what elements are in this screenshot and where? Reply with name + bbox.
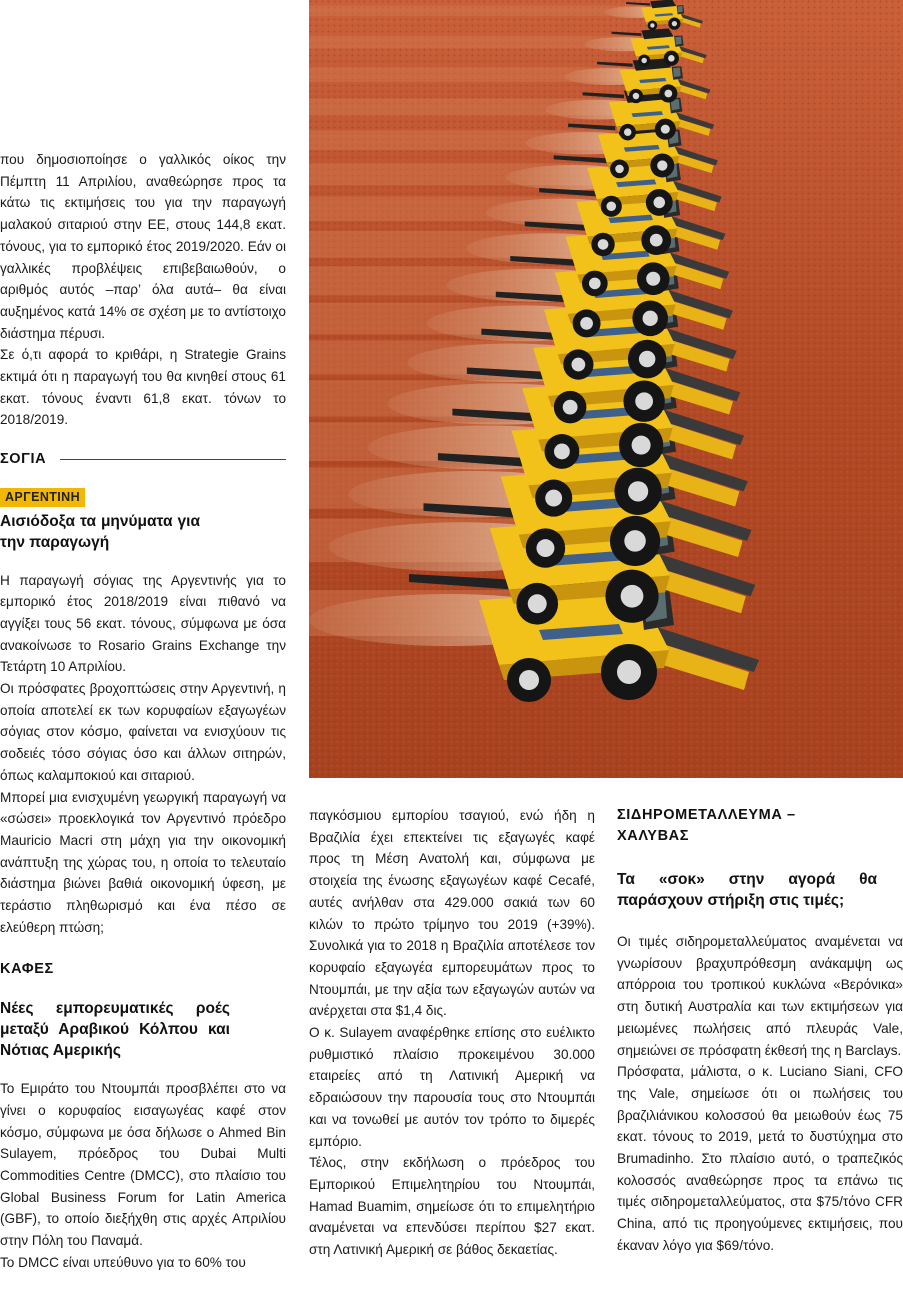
iron-ore-body — [617, 931, 903, 1257]
argentina-tag: ΑΡΓΕΝΤΙΝΗ — [0, 488, 85, 507]
argentina-paragraph-3: Μπορεί μια ενισχυμένη γεωργική παραγωγή να «σώσει» προεκλογικά τον Αργεντινό πρόεδρο Mauricio Macri στη μάχη για την οικονομική ανάπτυξη της χώρας του, η οποία το τελευταίο διάστημα βιώνει βαθιά οικονομική ύφεση, με τεράστιο πληθωρισμό και ένα πέσο σε ελεύθερη πτώση; — [0, 789, 286, 935]
soy-section-heading — [0, 449, 286, 471]
iron-ore-paragraph-1: Οι τιμές σιδηρομεταλλεύματος αναμένεται να γνωρίσουν βραχυπρόθεσμη ανάκαμψη ως απόρροια του τροπικού κυκλώνα «Βερόνικα» στη δυτική Αυστραλία και των εκτιμήσεων για μειωμένες πωλήσεις από πλευράς Vale, σημειώνει σε πρόσφατη έκθεσή της η Barclays. — [617, 934, 903, 1058]
harvesters-illustration — [309, 0, 903, 778]
harvesters-photo — [309, 0, 903, 778]
intro-paragraph-1: που δημοσιοποίησε ο γαλλικός οίκος την Πέμπτη 11 Απριλίου, αναθεώρησε προς τα κάτω τις εκτιμήσεις του για την παραγωγή μαλακού σιταριού στην ΕΕ, στους 144,8 εκατ. τόνους, για το εμπορικό έτος 2019/2020. Εάν οι γαλλικές προβλέψεις επιβεβαιωθούν, ο αριθμός αυτός –παρ’ όλα αυτά– θα είναι αυξημένος κατά 14% σε σχέση με το αντίστοιχο διάστημα πέρυσι. — [0, 152, 286, 341]
intro-paragraph-2: Σε ό,τι αφορά το κριθάρι, η Strategie Grains εκτιμά ότι η παραγωγή του θα κινηθεί στους 61 εκατ. τόνους έναντι 61,8 εκατ. τόνων το 2018/2019. — [0, 347, 286, 428]
coffee-paragraph-1: Το Εμιράτο του Ντουμπάι προσβλέπει στο να γίνει ο κορυφαίος εισαγωγέας καφέ στον κόσμο, σύμφωνα με όσα δήλωσε ο Ahmed Bin Sulayem, πρόεδρος του Dubai Multi Commodities Centre (DMCC), στο πλαίσιο του Global Business Forum for Latin America (GBF), το οποίο διεξήχθη στις αρχές Απριλίου στην Πόλη του Παναμά. — [0, 1081, 286, 1249]
coffee-subhead: Νέες εμπορευματικές ροές μεταξύ Αραβικού Κόλπου και Νότιας Αμερικής — [0, 1000, 230, 1060]
middle-paragraph-1: παγκόσμιου εμπορίου τσαγιού, ενώ ήδη η Βραζιλία έχει επεκτείνει τις εξαγωγές καφέ προς τη Μέση Ανατολή και, σύμφωνα με στοιχεία της ένωσης εξαγωγέων καφέ Cecafé, αυτές ανήλθαν στα 429.000 σακιά των 60 κιλών το πρώτο τρίμηνο του 2019 (+39%). Συνολικά για το 2018 η Βραζιλία αποτέλεσε τον κορυφαίο εξαγωγέα εμπορευμάτων προς το Ντουμπάι, με την αξία των εξαγωγών αυτών να ανέρχεται στα $1,4 δις. — [309, 808, 595, 1019]
coffee-body — [0, 1078, 286, 1273]
argentina-paragraph-2: Οι πρόσφατες βροχοπτώσεις στην Αργεντινή, η οποία αποτελεί εκ των κορυφαίων εξαγωγέων σόγιας στον κόσμο, φαίνεται να ενισχύουν τις σοδειές τόσο σόγιας όσο και άλλων σιτηρών, όπως καλαμποκιού και σιταριού. — [0, 681, 286, 783]
heading-rule — [60, 459, 286, 460]
argentina-tag-wrapper — [0, 486, 286, 508]
coffee-section-heading — [0, 959, 286, 981]
coffee-paragraph-2: Το DMCC είναι υπεύθυνο για το 60% του — [0, 1254, 246, 1270]
argentina-body — [0, 570, 286, 939]
iron-ore-subhead: Τα «σοκ» στην αγορά θα παράσχουν στήριξη στις τιμές; — [617, 871, 877, 909]
iron-ore-section-heading — [617, 805, 857, 847]
iron-ore-paragraph-2: Πρόσφατα, μάλιστα, ο κ. Luciano Siani, CFO της Vale, σημείωσε ότι οι πωλήσεις του βραζιλιάνικου κολοσσού θα μειωθούν έως 75 εκατ. τόνους το 2019, μετά το δυστύχημα στο Brumadinho. Στο πλαίσιο αυτό, ο τραπεζικός κολοσσός αναθεώρησε προς τα επάνω τις τιμές σιδηρομεταλλεύματος, στα $75/τόνο CFR China, από τις προηγούμενες εκτιμήσεις, που έκαναν λόγο για $69/τόνο. — [617, 1064, 903, 1253]
middle-column — [309, 805, 595, 1261]
left-column — [0, 149, 286, 1274]
argentina-paragraph-1: Η παραγωγή σόγιας της Αργεντινής για το εμπορικό έτος 2018/2019 είναι πιθανό να αγγίξει τους 56 εκατ. τόνους, σύμφωνα με όσα ανακοίνωσε το Rosario Grains Exchange την Τετάρτη 10 Απριλίου. — [0, 572, 286, 675]
middle-paragraph-3: Τέλος, στην εκδήλωση ο πρόεδρος του Εμπορικού Επιμελητηρίου του Ντουμπάι, Hamad Buamim, σημείωσε ότι το επιμελητήριο αναμένεται να επενδύσει περίπου $27 εκατ. στη Λατινική Αμερική σε βάθος δεκαετίας. — [309, 1155, 595, 1258]
soy-heading-text: ΣΟΓΙΑ — [0, 451, 47, 468]
coffee-heading-text: ΚΑΦΕΣ — [0, 960, 54, 977]
right-column — [617, 805, 903, 1257]
iron-ore-heading-text: ΣΙΔΗΡΟΜΕΤΑΛΛΕΥΜΑ – ΧΑΛΥΒΑΣ — [617, 807, 796, 844]
middle-paragraph-2: Ο κ. Sulayem αναφέρθηκε επίσης στο ευέλικτο ρυθμιστικό πλαίσιο προκειμένου 30.000 εταιρείες από τη Λατινική Αμερική να εδραιώσουν την παρουσία τους στο Ντουμπάι και να τονωθεί με αυτόν τον τρόπο το διμερές εμπόριο. — [309, 1025, 595, 1149]
argentina-subhead: Αισιόδοξα τα μηνύματα για την παραγωγή — [0, 512, 200, 551]
